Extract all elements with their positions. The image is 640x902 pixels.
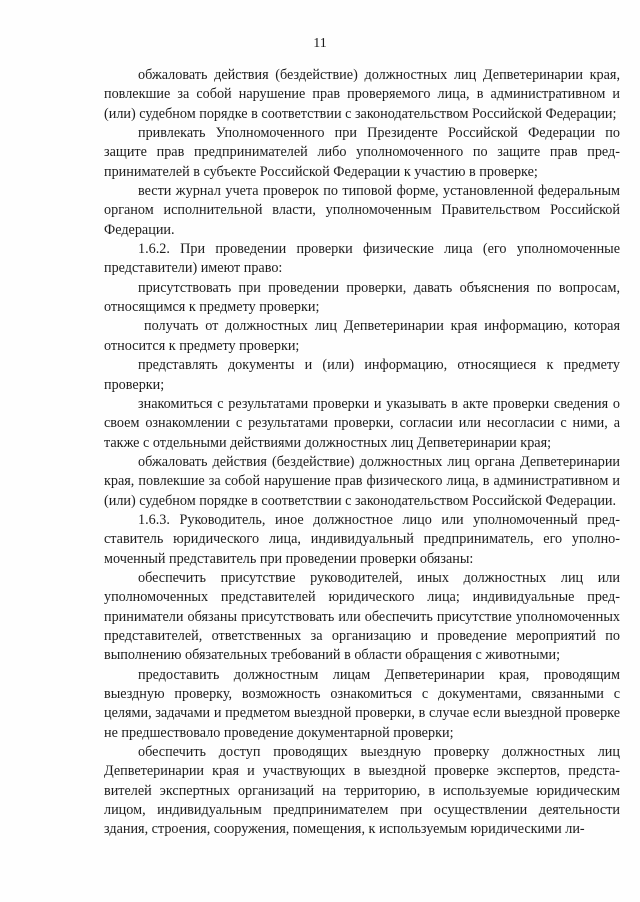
paragraph-ensure-access: обеспечить доступ проводящих выездную проверку должностных лиц Депветеринарии края и участвующих в выездной проверке экспертов, представителей экспертных организаций на территорию, в используемые юридическим лицом, индивидуальным предпринимателем при осуществлении деятельности здания, строения, сооружения, помещения, к используемым юридическими ли- bbox=[104, 744, 620, 838]
paragraph-attend-inspection: присутствовать при проведении проверки, давать объяснения по вопросам, относящимся к предмету проверки; bbox=[104, 279, 620, 316]
paragraph-receive-information: получать от должностных лиц Депветеринарии края информацию, которая относится к предмету проверки; bbox=[104, 318, 620, 354]
paragraph-section-1-6-2: 1.6.2. При проведении проверки физические лица (его уполномоченные представители) имеют право: bbox=[104, 241, 620, 277]
document-body bbox=[104, 66, 620, 840]
paragraph-inspection-log: вести журнал учета проверок по типовой форме, установленной федеральным органом исполнительной власти, уполномоченным Правительством Российской Федерации. bbox=[104, 183, 620, 238]
paragraph-involve-ombudsman: привлекать Уполномоченного при Президенте Российской Федерации по защите прав предпринимателей либо уполномоченного по защите прав предпринимателей в субъекте Российской Федерации к участию в проверке; bbox=[104, 125, 620, 180]
paragraph-submit-documents: представлять документы и (или) информацию, относящиеся к предмету проверки; bbox=[104, 357, 620, 393]
paragraph-appeal-actions: обжаловать действия (бездействие) должностных лиц Депветеринарии края, повлекшие за собой нарушение прав проверяемого лица, в административном и (или) судебном порядке в соответствии с законодательством Российской Федерации; bbox=[104, 67, 620, 122]
paragraph-review-results: знакомиться с результатами проверки и указывать в акте проверки сведения о своем ознакомлении с результатами проверки, согласии или несогласии с ними, а также с отдельными действиями должностных лиц Депветеринарии края; bbox=[104, 395, 620, 451]
paragraph-appeal-individual: обжаловать действия (бездействие) должностных лиц органа Депветеринарии края, повлекшие за собой нарушение прав физического лица, в административном и (или) судебном порядке в соответствии с законодательством Российской Федерации. bbox=[104, 453, 620, 509]
paragraph-section-1-6-3: 1.6.3. Руководитель, иное должностное лицо или уполномоченный представитель юридического лица, индивидуальный предприниматель, его уполномоченный представитель при проведении проверки обязаны: bbox=[104, 511, 620, 567]
paragraph-provide-documents: предоставить должностным лицам Депветеринарии края, проводящим выездную проверку, возможность ознакомиться с документами, связанными с целями, задачами и предметом выездной проверки, в случае если выездной проверке не предшествовало проведение документарной проверки; bbox=[104, 666, 620, 741]
page-number: 11 bbox=[313, 36, 327, 51]
paragraph-ensure-presence: обеспечить присутствие руководителей, иных должностных лиц или уполномоченных представителей юридического лица; индивидуальные предприниматели обязаны присутствовать или обеспечить присутствие уполномоченных представителей, ответственных за организацию и проведение мероприятий по выполнению обязательных требований в области обращения с животными; bbox=[104, 569, 620, 664]
